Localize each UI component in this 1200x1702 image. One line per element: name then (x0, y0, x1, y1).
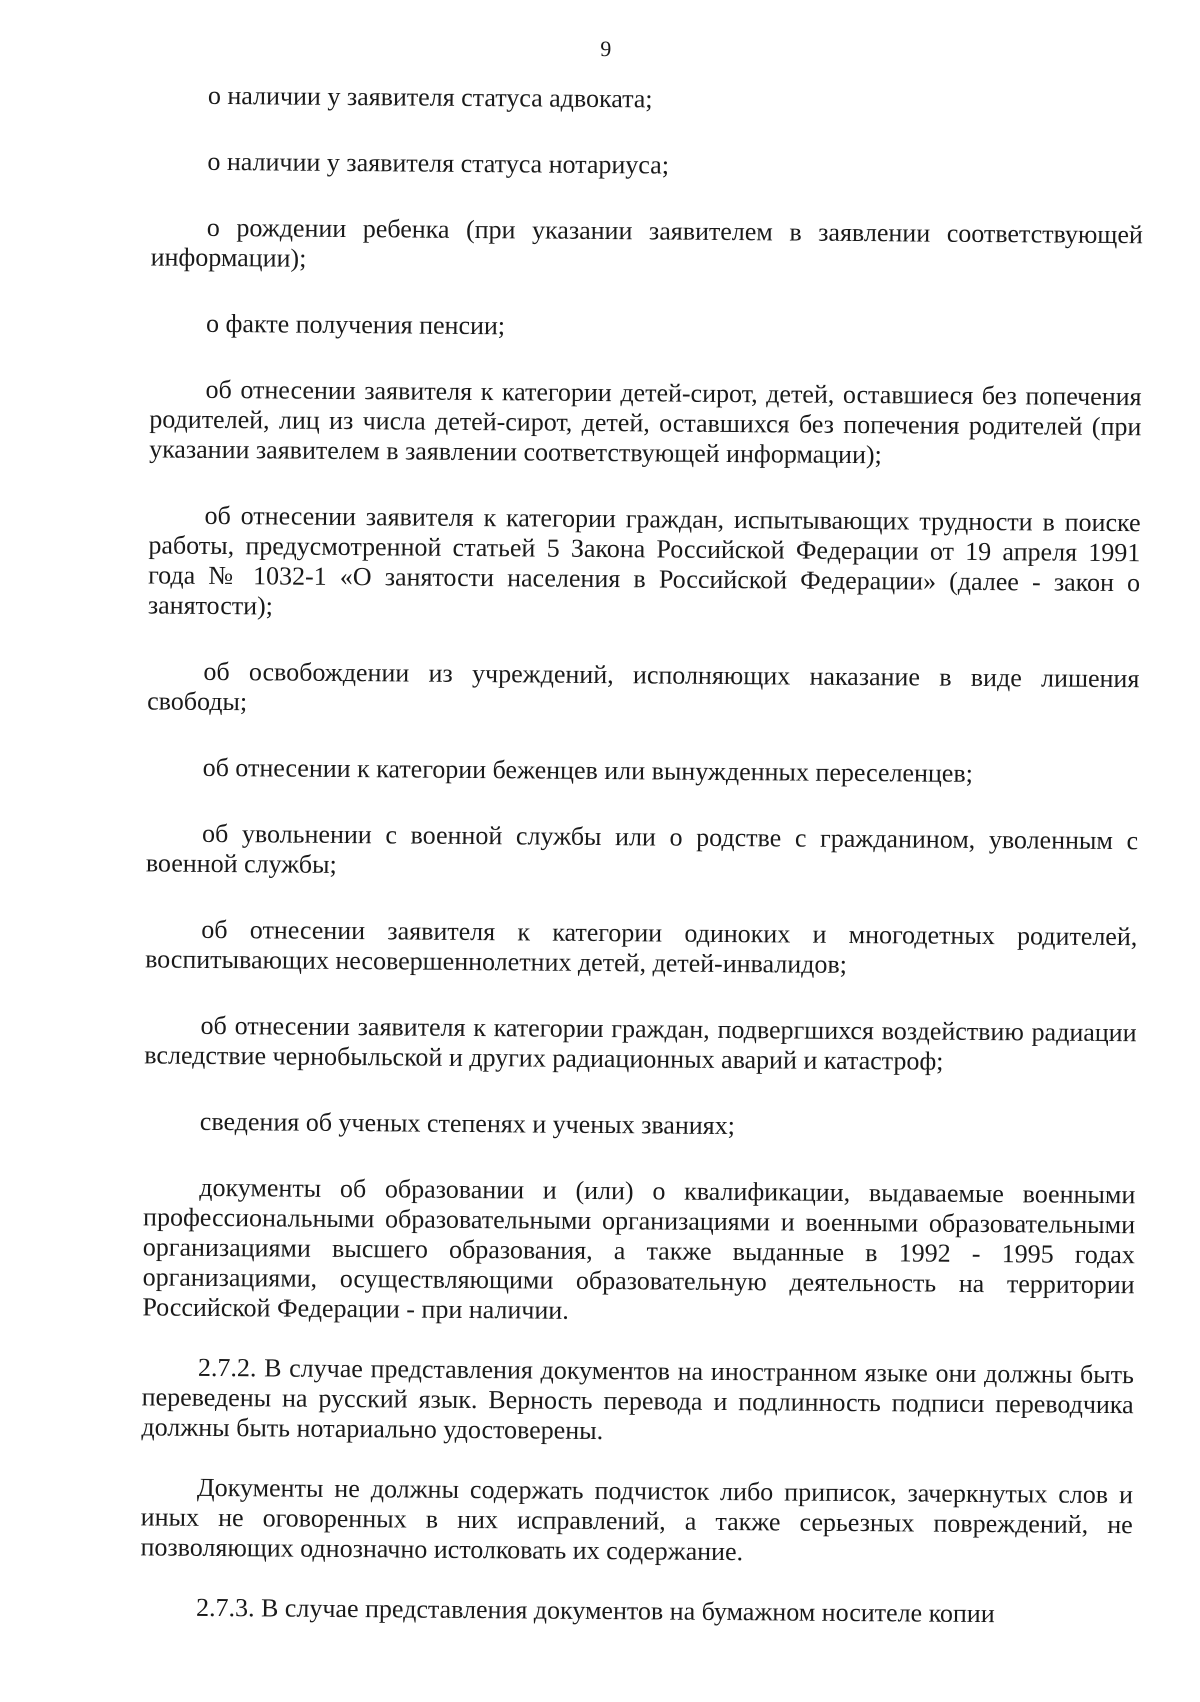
paragraph: сведения об ученых степенях и ученых званиях; (199, 1106, 736, 1141)
paragraph: о рождении ребенка (при указании заявителем в заявлении соответствующей информации); (150, 212, 1143, 273)
page-number: 9 (600, 35, 613, 62)
paragraph: об отнесении заявителя к категории граждан, испытывающих трудности в поиске работы, предусмотренной статьей 5 Закона Российской Федерации от 19 апреля 1991 года № 1032-1 «О занятости населения в Российской Федерации» (далее - закон о занятости); (147, 500, 1141, 621)
paragraph: о наличии у заявителя статуса нотариуса; (207, 146, 670, 180)
paragraph: об увольнении с военной службы или о родстве с гражданином, уволенным с военной службы; (145, 818, 1139, 879)
paragraph: 2.7.2. В случае представления документов на иностранном языке они должны быть переведены на русский язык. Верность перевода и подлинность подписи переводчика должны быть нотариально удостоверены. (141, 1352, 1135, 1446)
paragraph: об отнесении к категории беженцев или вынужденных переселенцев; (202, 752, 974, 788)
paragraph: об освобождении из учреждений, исполняющих наказание в виде лишения свободы; (147, 656, 1140, 717)
paragraph: о наличии у заявителя статуса адвоката; (207, 80, 653, 114)
paragraph: о факте получения пенсии; (206, 308, 506, 341)
paragraph: Документы не должны содержать подчисток либо приписок, зачеркнутых слов и иных не оговоренных в них исправлений, а также серьезных повреждений, не позволяющих однозначно истолковать их содержание. (140, 1472, 1134, 1567)
document-body (140, 80, 1144, 1666)
paragraph: об отнесении заявителя к категории граждан, подвергшихся воздействию радиации вследствие чернобыльской и других радиационных аварий и катастроф; (144, 1010, 1137, 1076)
paragraph: об отнесении заявителя к категории одиноких и многодетных родителей, воспитывающих несовершеннолетних детей, детей-инвалидов; (145, 914, 1138, 979)
paragraph: об отнесении заявителя к категории детей-сирот, детей, оставшиеся без попечения родителей, лиц из числа детей-сирот, детей, оставшихся без попечения родителей (при указании заявителем в заявлении соответствующей информации); (149, 374, 1142, 470)
paragraph: 2.7.3. В случае представления документов на бумажном носителе копии (195, 1592, 995, 1629)
paragraph: документы об образовании и (или) о квалификации, выдаваемые военными профессиональными образовательными организациями и военными образовательными организациями высшего образования, а также выданные в 1992 - 1995 годах организациями, осуществляющими образовательную деятельность на территории Российской Федерации - при наличии. (142, 1172, 1136, 1325)
